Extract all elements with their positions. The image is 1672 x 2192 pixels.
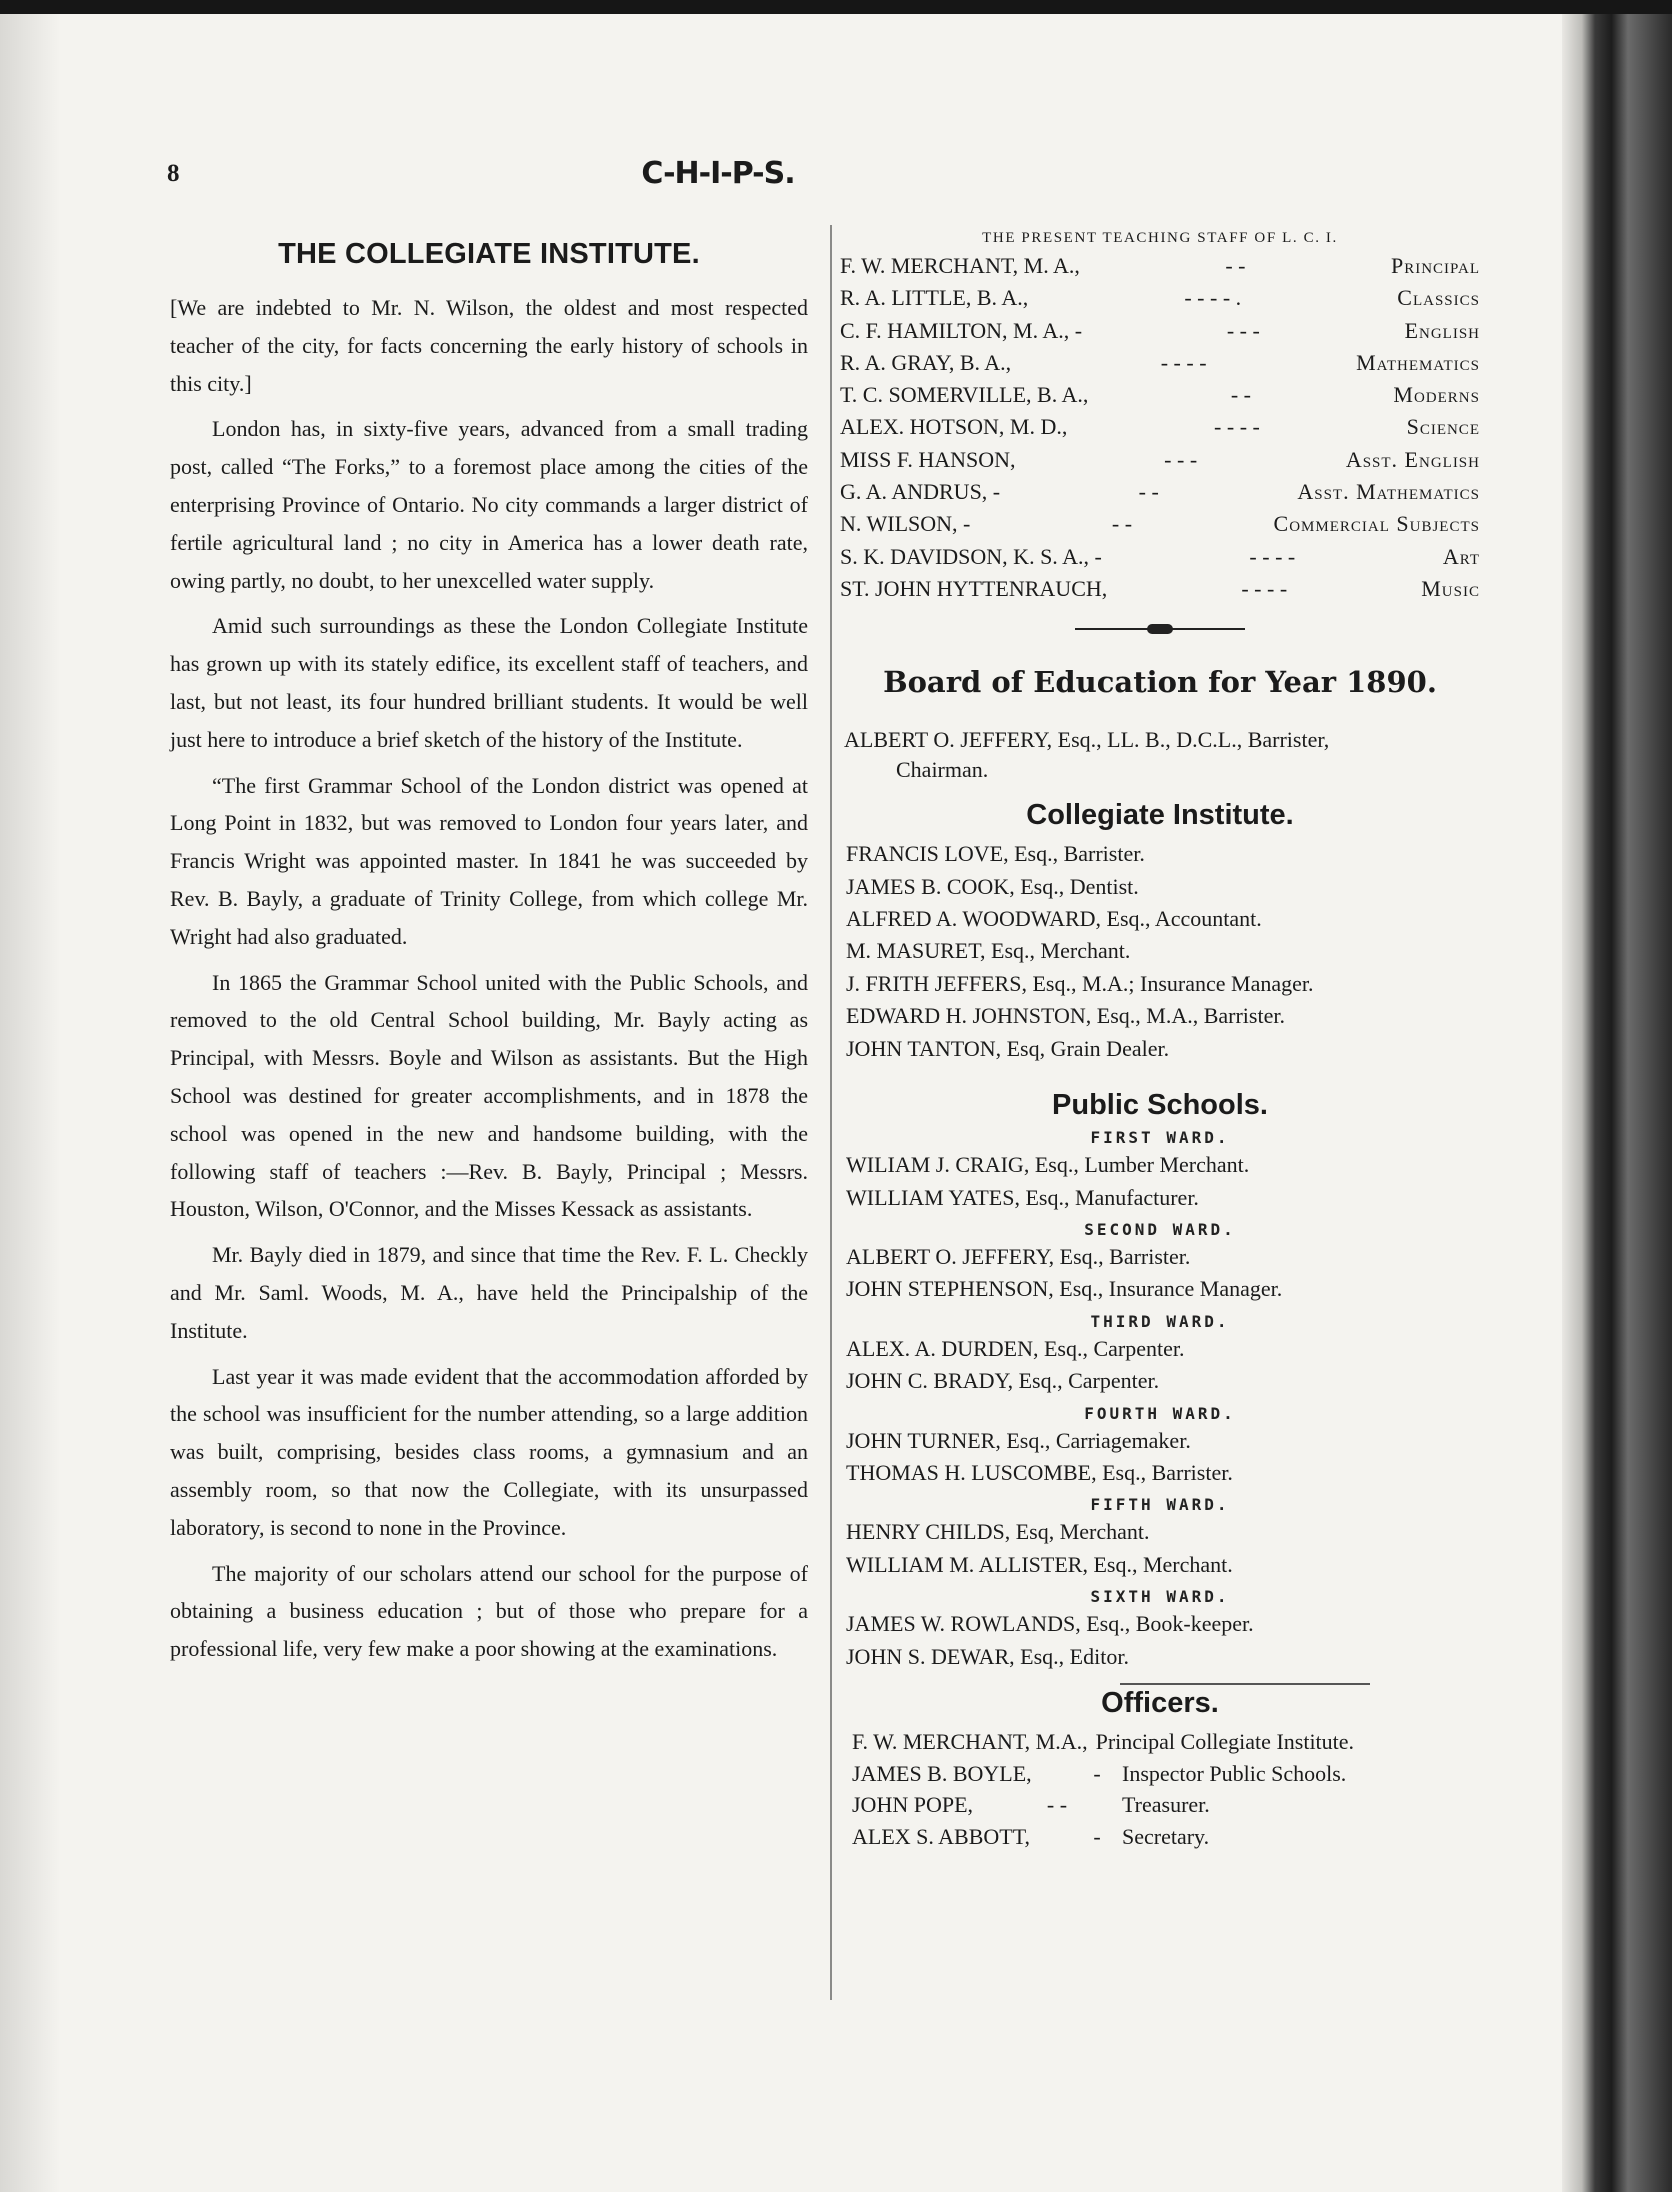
staff-name: ST. JOHN HYTTENRAUCH, — [840, 575, 1108, 601]
running-title: C-H-I-P-S. — [641, 156, 795, 191]
staff-row — [840, 315, 1480, 347]
staff-row — [840, 444, 1480, 476]
ward-heading: SIXTH WARD. — [1090, 1587, 1230, 1607]
scan-top-border — [0, 0, 1672, 14]
officer-row — [852, 1789, 1480, 1821]
member-entry: HENRY CHILDS, Esq, Merchant. — [846, 1519, 1150, 1545]
member-entry: JOHN STEPHENSON, Esq., Insurance Manager. — [846, 1276, 1283, 1302]
staff-row — [840, 573, 1480, 605]
officer-name: JOHN POPE, — [852, 1792, 974, 1818]
staff-dots: - - — [1230, 382, 1251, 408]
officer-dash: - - — [1046, 1792, 1068, 1818]
ward-heading: FOURTH WARD. — [1084, 1403, 1236, 1423]
staff-list — [840, 250, 1480, 605]
member-entry: JAMES W. ROWLANDS, Esq., Book-keeper. — [846, 1611, 1254, 1637]
staff-row — [840, 411, 1480, 443]
staff-name: T. C. SOMERVILLE, B. A., — [840, 382, 1089, 408]
staff-row — [840, 347, 1480, 379]
ward-members — [846, 1516, 1480, 1581]
staff-name: S. K. DAVIDSON, K. S. A., - — [840, 543, 1102, 569]
officers-heading: Officers. — [1101, 1686, 1219, 1719]
ward-members — [846, 1241, 1480, 1306]
board-column — [840, 230, 1480, 1852]
staff-dots: - - - - — [1249, 543, 1296, 569]
staff-subject: Asst. English — [1345, 446, 1480, 472]
member-entry: WILLIAM M. ALLISTER, Esq., Merchant. — [846, 1551, 1233, 1577]
staff-dots: - - — [1225, 253, 1246, 278]
staff-row — [840, 541, 1480, 573]
staff-row — [840, 282, 1480, 314]
article-paragraph: Last year it was made evident that the accommodation afforded by the school was insufficient for the number attending, so a large addition was built, comprising, besides class rooms, a gymnasium and an assembly room, so that now the Collegiate, with its unsurpassed laboratory, is second to none in the Province. — [170, 1363, 808, 1540]
staff-dots: - - - - — [1241, 575, 1288, 601]
member-entry: ALBERT O. JEFFERY, Esq., Barrister. — [846, 1243, 1191, 1269]
officer-dash: - — [1093, 1823, 1101, 1849]
member-entry: JOHN S. DEWAR, Esq., Editor. — [846, 1643, 1129, 1669]
officer-role: Secretary. — [1122, 1823, 1210, 1849]
officer-dash: - — [1093, 1760, 1101, 1786]
member-entry: EDWARD H. JOHNSTON, Esq., M.A., Barrister. — [846, 1003, 1285, 1029]
officer-role: Principal Collegiate Institute. — [1095, 1728, 1355, 1754]
member-entry: WILIAM J. CRAIG, Esq., Lumber Merchant. — [846, 1152, 1250, 1178]
staff-name: C. F. HAMILTON, M. A., - — [840, 317, 1083, 343]
article-paragraph: London has, in sixty-five years, advanced from a small trading post, called “The Forks,” to a foremost place among the cities of the enterprising Province of Ontario. No city commands a larger district of fertile agricultural land ; no city in America has a lower death rate, owing partly, no doubt, to her unexcelled water supply. — [170, 416, 808, 593]
ward-heading: SECOND WARD. — [1084, 1219, 1236, 1239]
staff-subject: Mathematics — [1356, 349, 1480, 375]
article-paragraph: Amid such surroundings as these the London Collegiate Institute has grown up with its stately edifice, its excellent staff of teachers, and last, but not least, its four hundred brilliant students. It would be well just here to introduce a brief sketch of the history of the Institute. — [170, 613, 808, 752]
staff-name: G. A. ANDRUS, - — [840, 479, 1001, 505]
staff-row — [840, 379, 1480, 411]
article-paragraph: “The first Grammar School of the London district was opened at Long Point in 1832, but was removed to London four years later, and Francis Wright was appointed master. In 1841 he was succeeded by Rev. B. Bayly, a graduate of Trinity College, from which college Mr. Wright had also graduated. — [170, 772, 808, 949]
staff-subject: Science — [1406, 414, 1480, 440]
officer-name: JAMES B. BOYLE, — [852, 1760, 1032, 1786]
ward-heading: FIFTH WARD. — [1090, 1495, 1230, 1515]
staff-name: R. A. LITTLE, B. A., — [840, 285, 1029, 311]
collegiate-heading: Collegiate Institute. — [1026, 799, 1294, 832]
member-entry: JOHN TURNER, Esq., Carriagemaker. — [846, 1427, 1191, 1453]
chairman-title: Chairman. — [896, 757, 989, 783]
page-number: 8 — [167, 160, 180, 187]
article-paragraph: [We are indebted to Mr. N. Wilson, the oldest and most respected teacher of the city, for facts concerning the early history of schools in this city.] — [170, 295, 808, 396]
staff-subject: Asst. Mathematics — [1297, 479, 1480, 505]
officer-row — [852, 1821, 1480, 1853]
officer-role: Treasurer. — [1122, 1792, 1210, 1818]
officer-name: F. W. MERCHANT, M.A., — [852, 1728, 1088, 1754]
ornamental-divider — [1075, 627, 1245, 631]
ward-members — [846, 1425, 1480, 1490]
staff-name: R. A. GRAY, B. A., — [840, 349, 1012, 375]
member-entry: THOMAS H. LUSCOMBE, Esq., Barrister. — [846, 1459, 1233, 1485]
column-rule — [830, 225, 832, 2000]
article-column — [170, 238, 808, 1676]
ward-heading: FIRST WARD. — [1090, 1128, 1230, 1148]
staff-subject: English — [1404, 317, 1480, 343]
officer-row — [852, 1758, 1480, 1790]
article-paragraph: Mr. Bayly died in 1879, and since that time the Rev. F. L. Checkly and Mr. Saml. Woods, M. A., have held the Principalship of the Institute. — [170, 1242, 808, 1343]
staff-dots: - - - — [1164, 446, 1198, 472]
ward-members — [846, 1608, 1480, 1673]
member-entry: J. FRITH JEFFERS, Esq., M.A.; Insurance Manager. — [846, 970, 1314, 996]
staff-row — [840, 476, 1480, 508]
ward-heading: THIRD WARD. — [1090, 1311, 1230, 1331]
member-entry: M. MASURET, Esq., Merchant. — [846, 938, 1131, 964]
scan-right-edge — [1562, 14, 1672, 2192]
member-entry: JAMES B. COOK, Esq., Dentist. — [846, 873, 1139, 899]
article-paragraph: The majority of our scholars attend our school for the purpose of obtaining a business education ; but of those who prepare for a professional life, very few make a poor showing at the examinations. — [170, 1560, 808, 1662]
member-entry: WILLIAM YATES, Esq., Manufacturer. — [846, 1184, 1199, 1210]
member-entry: JOHN C. BRADY, Esq., Carpenter. — [846, 1368, 1160, 1394]
member-entry: FRANCIS LOVE, Esq., Barrister. — [846, 841, 1145, 867]
staff-subject: Principal — [1390, 253, 1480, 278]
ward-members — [846, 1333, 1480, 1398]
staff-name: ALEX. HOTSON, M. D., — [840, 414, 1068, 440]
staff-dots: - - - — [1226, 317, 1260, 343]
ward-members — [846, 1149, 1480, 1214]
staff-subject: Classics — [1397, 285, 1480, 311]
article-paragraph: In 1865 the Grammar School united with the Public Schools, and removed to the old Central School building, Mr. Bayly acting as Principal, with Messrs. Boyle and Wilson as assistants. But the High School was destined for greater accomplishments, and in 1878 the school was opened in the new and handsome building, with the following staff of teachers :—Rev. B. Bayly, Principal ; Messrs. Houston, Wilson, O'Connor, and the Misses Kessack as assistants. — [170, 969, 808, 1222]
collegiate-members — [846, 838, 1480, 1065]
staff-dots: - - — [1111, 511, 1133, 537]
staff-name: N. WILSON, - — [840, 511, 971, 537]
staff-name: MISS F. HANSON, — [840, 446, 1016, 472]
staff-row — [840, 250, 1480, 282]
officers-list — [852, 1726, 1480, 1852]
staff-dots: - - - - — [1214, 414, 1260, 440]
officer-role: Inspector Public Schools. — [1122, 1760, 1347, 1786]
staff-subject: Commercial Subjects — [1273, 511, 1480, 537]
chairman-line: ALBERT O. JEFFERY, Esq., LL. B., D.C.L., Barrister, — [844, 727, 1330, 753]
board-title: Board of Education for Year 1890. — [883, 665, 1437, 700]
staff-dots: - - - - — [1160, 349, 1207, 375]
staff-subject: Moderns — [1393, 382, 1480, 408]
section-divider — [1120, 1683, 1370, 1685]
staff-subject: Music — [1421, 575, 1480, 601]
public-schools-heading: Public Schools. — [1052, 1089, 1268, 1122]
staff-dots: - - — [1138, 479, 1159, 505]
staff-heading: THE PRESENT TEACHING STAFF OF L. C. I. — [982, 230, 1338, 246]
member-entry: ALFRED A. WOODWARD, Esq., Accountant. — [846, 906, 1262, 932]
staff-name: F. W. MERCHANT, M. A., — [840, 253, 1080, 278]
staff-row — [840, 508, 1480, 540]
member-entry: ALEX. A. DURDEN, Esq., Carpenter. — [846, 1335, 1185, 1361]
staff-subject: Art — [1442, 543, 1480, 569]
chairman-entry — [844, 725, 1480, 785]
scan-left-shade — [0, 14, 60, 2192]
officer-row — [852, 1726, 1480, 1758]
officer-name: ALEX S. ABBOTT, — [852, 1823, 1031, 1849]
member-entry: JOHN TANTON, Esq, Grain Dealer. — [846, 1035, 1170, 1061]
article-title: THE COLLEGIATE INSTITUTE. — [278, 238, 700, 270]
staff-dots: - - - - . — [1184, 285, 1242, 311]
